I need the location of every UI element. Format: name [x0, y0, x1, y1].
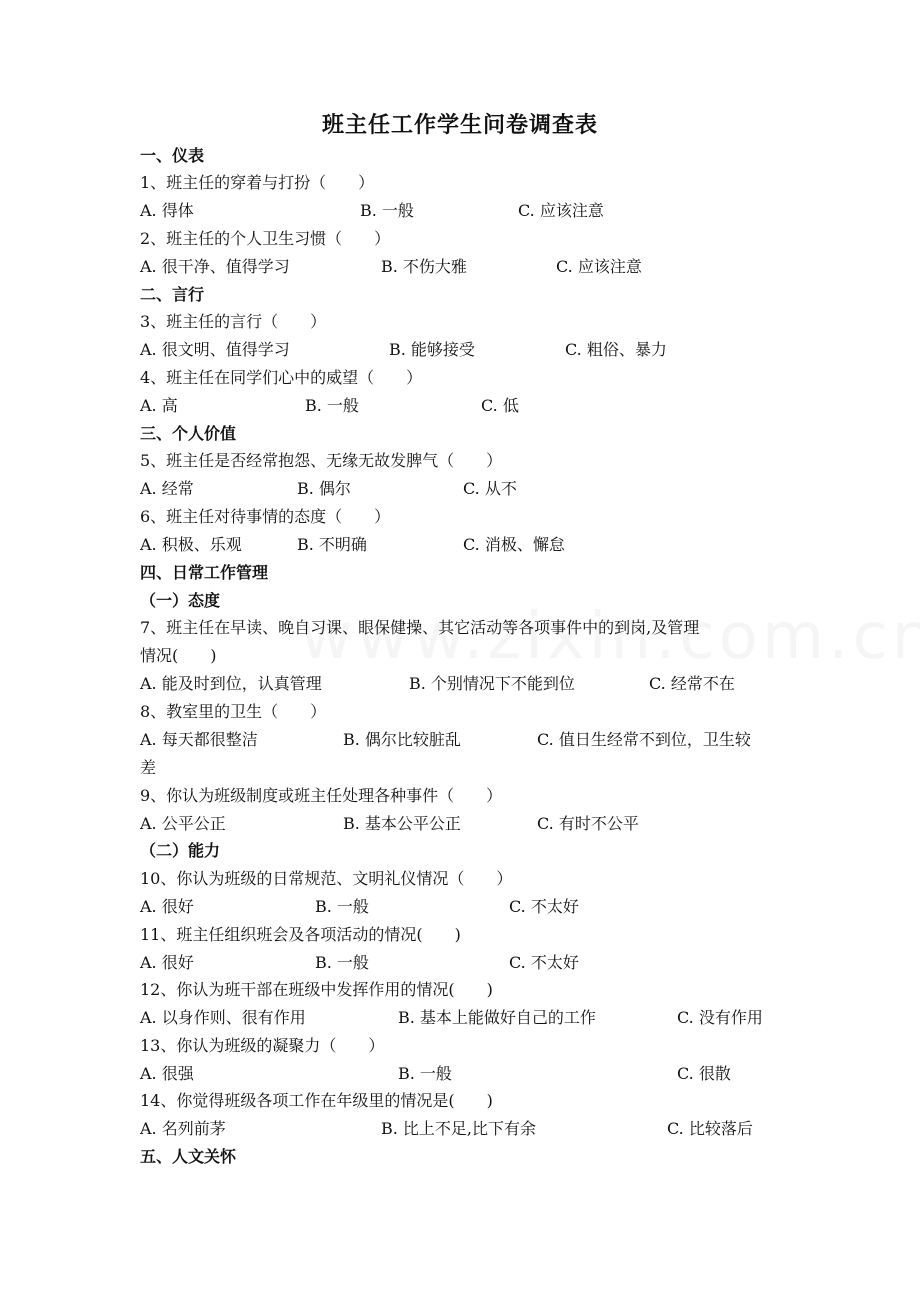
option-b: B. 能够接受	[389, 340, 475, 359]
option-b: B. 一般	[315, 897, 369, 916]
options-row-11	[140, 953, 840, 973]
options-row-3	[140, 340, 840, 360]
question-14: 14、你觉得班级各项工作在年级里的情况是( )	[140, 1091, 493, 1110]
option-b: B. 比上不足,比下有余	[381, 1119, 537, 1138]
option-a: A. 得体	[140, 201, 194, 220]
question-8: 8、教室里的卫生（ ）	[140, 702, 327, 721]
option-a: A. 公平公正	[140, 814, 226, 833]
option-c: C. 没有作用	[677, 1008, 763, 1027]
option-b: B. 一般	[315, 953, 369, 972]
options-row-14	[140, 1119, 840, 1139]
question-5: 5、班主任是否经常抱怨、无缘无故发脾气（ ）	[140, 451, 503, 470]
option-c: C. 应该注意	[518, 201, 604, 220]
option-a: A. 以身作则、很有作用	[140, 1008, 306, 1027]
option-b: B. 不明确	[297, 535, 367, 554]
question-1: 1、班主任的穿着与打扮（ ）	[140, 173, 375, 192]
options-row-4	[140, 396, 840, 416]
option-c: C. 比较落后	[667, 1119, 753, 1138]
question-7-line-2: 情况( )	[140, 646, 217, 665]
option-b: B. 一般	[398, 1064, 452, 1083]
options-row-5	[140, 479, 840, 499]
option-b: B. 不伤大雅	[381, 257, 467, 276]
option-a: A. 很强	[140, 1064, 194, 1083]
question-12: 12、你认为班干部在班级中发挥作用的情况( )	[140, 980, 493, 999]
section-heading-5: 五、人文关怀	[140, 1147, 237, 1166]
option-b: B. 个别情况下不能到位	[409, 674, 575, 693]
option-a: A. 名列前茅	[140, 1119, 226, 1138]
options-row-1	[140, 201, 840, 221]
option-a: A. 很文明、值得学习	[140, 340, 290, 359]
option-a: A. 积极、乐观	[140, 535, 242, 554]
option-c: C. 消极、懈怠	[463, 535, 565, 554]
page-title: 班主任工作学生问卷调查表	[321, 112, 598, 138]
question-3: 3、班主任的言行（ ）	[140, 312, 327, 331]
question-6: 6、班主任对待事情的态度（ ）	[140, 507, 391, 526]
options-row-6	[140, 535, 840, 555]
options-row-7	[140, 674, 840, 694]
section-heading-2: 二、言行	[140, 285, 205, 304]
option-b: B. 基本上能做好自己的工作	[398, 1008, 596, 1027]
question-4: 4、班主任在同学们心中的威望（ ）	[140, 368, 423, 387]
options-row-10	[140, 897, 840, 917]
option-c: C. 不太好	[509, 953, 579, 972]
option-b: B. 一般	[305, 396, 359, 415]
option-c-continued: 差	[140, 758, 157, 777]
option-a: A. 很好	[140, 897, 194, 916]
subsection-heading-ability: （二）能力	[140, 841, 221, 860]
question-2: 2、班主任的个人卫生习惯（ ）	[140, 229, 391, 248]
option-a: A. 经常	[140, 479, 194, 498]
options-row-12	[140, 1008, 840, 1028]
option-a: A. 能及时到位，认真管理	[140, 674, 322, 693]
option-c: C. 粗俗、暴力	[565, 340, 667, 359]
option-a: A. 很干净、值得学习	[140, 257, 290, 276]
option-c: C. 从不	[463, 479, 517, 498]
section-heading-3: 三、个人价值	[140, 424, 237, 443]
option-c: C. 有时不公平	[537, 814, 639, 833]
option-b: B. 基本公平公正	[343, 814, 461, 833]
option-c: C. 经常不在	[649, 674, 735, 693]
option-c: C. 应该注意	[556, 257, 642, 276]
options-row-9	[140, 814, 840, 834]
options-row-13	[140, 1064, 840, 1084]
option-b: B. 偶尔比较脏乱	[343, 730, 461, 749]
section-heading-1: 一、仪表	[140, 146, 205, 165]
question-9: 9、你认为班级制度或班主任处理各种事件（ ）	[140, 786, 503, 805]
options-row-8	[140, 730, 840, 750]
option-c: C. 低	[481, 396, 519, 415]
option-b: B. 偶尔	[297, 479, 351, 498]
question-7-line-1: 7、班主任在早读、晚自习课、眼保健操、其它活动等各项事件中的到岗,及管理	[140, 618, 700, 637]
option-c: C. 值日生经常不到位，卫生较	[537, 730, 751, 749]
option-c: C. 不太好	[509, 897, 579, 916]
section-heading-4: 四、日常工作管理	[140, 563, 269, 582]
question-11: 11、班主任组织班会及各项活动的情况( )	[140, 925, 461, 944]
option-c: C. 很散	[677, 1064, 731, 1083]
question-13: 13、你认为班级的凝聚力（ ）	[140, 1036, 385, 1055]
subsection-heading-attitude: （一）态度	[140, 591, 221, 610]
option-a: A. 每天都很整洁	[140, 730, 258, 749]
option-b: B. 一般	[360, 201, 414, 220]
question-10: 10、你认为班级的日常规范、文明礼仪情况（ ）	[140, 869, 513, 888]
option-a: A. 高	[140, 396, 178, 415]
options-row-2	[140, 257, 840, 277]
option-a: A. 很好	[140, 953, 194, 972]
